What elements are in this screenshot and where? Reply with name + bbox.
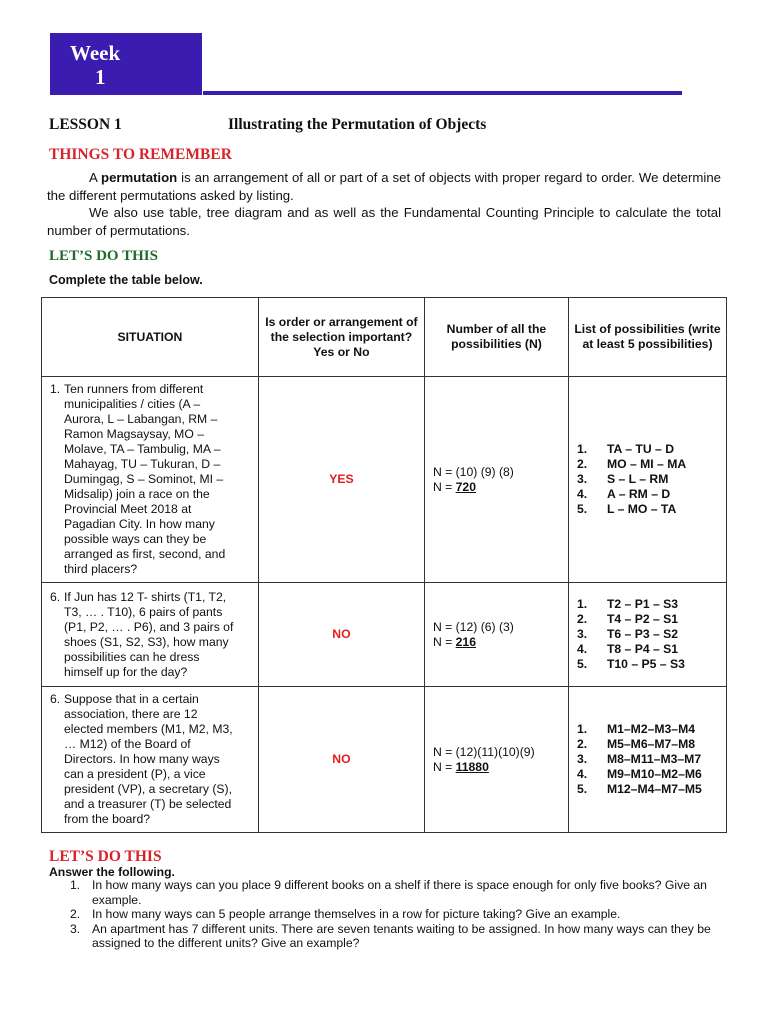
n-result-value: 720 xyxy=(455,479,476,494)
list-item: 4. A – RM – D xyxy=(576,487,671,501)
question-text: In how many ways can you place 9 different books on a shelf if there is space enough for only five books? Give an example. xyxy=(92,878,707,907)
table-row xyxy=(42,583,727,687)
n-formula: N = (10) (9) (8) xyxy=(432,464,514,479)
situation-text: Ten runners from different municipalities / cities (A – Aurora, L – Labangan, RM – Ramon Magsaysay, MO – Molave, TA – Tambulig, MA – Mahayag, TU – Tukuran, D – Dumingag, S – Sominot, MI – Midsalip) join a race on the Provincial Meet 2018 at Pagadian City. In how many possible ways can they be arranged as first, second, and third placers? xyxy=(64,382,226,576)
list-item: 2. T4 – P2 – S1 xyxy=(576,612,679,626)
things-to-remember-heading: THINGS TO REMEMBER xyxy=(49,146,232,163)
permutation-definition xyxy=(47,169,721,204)
list-item: 3. T6 – P3 – S2 xyxy=(576,627,679,641)
lets-do-this-heading-2: LET’S DO THIS xyxy=(49,848,162,865)
n-value-cell xyxy=(424,377,568,583)
list-item xyxy=(49,922,729,951)
order-answer: YES xyxy=(258,377,424,583)
week-number: 1 xyxy=(95,65,106,89)
n-result-value: 216 xyxy=(455,634,476,649)
possibilities-list xyxy=(568,377,726,583)
situation-number: 6. xyxy=(50,692,61,706)
column-header-number-possibilities: Number of all the possibilities (N) xyxy=(424,298,568,377)
n-formula: N = (12) (6) (3) xyxy=(432,619,514,634)
list-item: 1. T2 – P1 – S3 xyxy=(576,597,679,611)
lesson-label: LESSON 1 xyxy=(49,116,122,133)
column-header-order-important: Is order or arrangement of the selection important? Yes or No xyxy=(258,298,424,377)
n-formula: N = (12)(11)(10)(9) xyxy=(432,744,535,759)
n-result-prefix: N = xyxy=(432,479,456,494)
question-list xyxy=(49,878,729,951)
list-item: 1. M1–M2–M3–M4 xyxy=(576,722,696,736)
n-result-prefix: N = xyxy=(432,759,456,774)
answer-instruction: Answer the following. xyxy=(49,865,175,879)
lets-do-this-heading-1: LET’S DO THIS xyxy=(49,248,158,264)
list-item xyxy=(49,878,729,907)
list-item: 5. T10 – P5 – S3 xyxy=(576,657,685,671)
table-instruction: Complete the table below. xyxy=(49,273,203,287)
n-result xyxy=(433,760,567,775)
definition-lead: A xyxy=(89,170,102,185)
situation-number: 1. xyxy=(50,382,61,396)
list-item: 5. L – MO – TA xyxy=(576,502,677,516)
list-item: 4. T8 – P4 – S1 xyxy=(576,642,679,656)
list-item: 3. M8–M11–M3–M7 xyxy=(576,752,702,766)
definition-term: permutation xyxy=(101,170,178,185)
list-item: 4. M9–M10–M2–M6 xyxy=(576,767,702,781)
question-number: 2. xyxy=(70,907,81,921)
n-result xyxy=(433,480,567,495)
list-item: 1. TA – TU – D xyxy=(576,442,674,456)
situation-cell xyxy=(42,377,259,583)
n-result xyxy=(433,635,567,650)
permutation-table xyxy=(41,297,727,833)
situation-number: 6. xyxy=(50,589,61,604)
n-result-value: 11880 xyxy=(455,759,489,774)
order-answer: NO xyxy=(258,687,424,833)
list-item: 2. M5–M6–M7–M8 xyxy=(576,737,696,751)
order-answer: NO xyxy=(258,583,424,687)
list-item: 2. MO – MI – MA xyxy=(576,457,687,471)
situation-cell xyxy=(42,687,259,833)
list-item: 3. S – L – RM xyxy=(576,472,669,486)
n-value-cell xyxy=(424,583,568,687)
column-header-list-possibilities: List of possibilities (write at least 5 possibilities) xyxy=(568,298,726,377)
header-rule xyxy=(203,91,682,95)
definition-body: is an arrangement of all or part of a set of objects with proper regard to order. We determine the different permutations asked by listing. xyxy=(47,170,721,203)
situation-text: If Jun has 12 T- shirts (T1, T2, T3, … . T10), 6 pairs of pants (P1, P2, … . P6), and 3 pairs of shoes (S1, S2, S3), how many possibilities can he dress himself up for the day? xyxy=(64,589,234,679)
table-header-row xyxy=(42,298,727,377)
situation-cell xyxy=(42,583,259,687)
lesson-title: Illustrating the Permutation of Objects xyxy=(228,116,487,133)
table-row xyxy=(42,377,727,583)
possibilities-list xyxy=(568,583,726,687)
situation-text: Suppose that in a certain association, there are 12 elected members (M1, M2, M3, … M12) of the Board of Directors. In how many ways can a president (P), a vice president (VP), a secretary (S), and a treasurer (T) be selected from the board? xyxy=(64,692,233,826)
week-banner xyxy=(50,33,202,95)
list-item: 5. M12–M4–M7–M5 xyxy=(576,782,702,796)
list-item xyxy=(49,907,729,922)
methods-paragraph: We also use table, tree diagram and as well as the Fundamental Counting Principle to calculate the total number of permutations. xyxy=(47,205,721,238)
week-word: Week xyxy=(70,41,121,65)
column-header-situation: SITUATION xyxy=(42,298,259,377)
question-text: An apartment has 7 different units. There are seven tenants waiting to be assigned. In how many ways can they be assigned to the different units? Give an example? xyxy=(92,921,711,950)
question-number: 1. xyxy=(70,878,81,892)
table-row xyxy=(42,687,727,833)
possibilities-list xyxy=(568,687,726,833)
question-text: In how many ways can 5 people arrange themselves in a row for picture taking? Give an example. xyxy=(92,907,621,921)
n-value-cell xyxy=(424,687,568,833)
n-result-prefix: N = xyxy=(432,634,456,649)
question-number: 3. xyxy=(70,921,81,936)
